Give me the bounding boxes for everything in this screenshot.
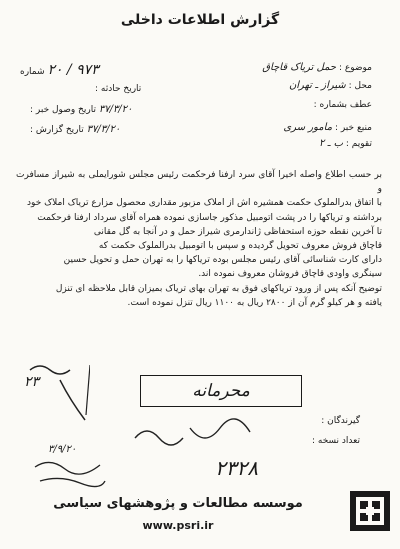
margin-signature	[30, 455, 110, 491]
subject-label: موضوع :	[338, 63, 372, 73]
number-label: شماره	[20, 67, 45, 77]
body-line: تا آخرین نقطه حوزه استحفاظی ژاندارمری شیراز حمل و در آنجا به گل مقانی	[93, 226, 382, 237]
institute-name: موسسه مطالعات و پژوهشهای سیاسی	[53, 496, 303, 511]
number-value: ۹۷۳ / ۲۰	[47, 62, 99, 78]
copy-count-label: تعداد نسخه :	[311, 436, 360, 446]
place-value: شیراز ـ تهران	[288, 80, 346, 91]
margin-number: ۲۳	[24, 374, 40, 390]
report-title: گزارش اطلاعات داخلی	[120, 12, 280, 28]
assessment-value: ب ـ ۲	[318, 138, 344, 149]
report-body	[16, 168, 382, 310]
subject-value: حمل تریاک قاچاق	[262, 62, 337, 73]
received-date-label: تاریخ وصول خبر :	[30, 105, 96, 115]
body-line: بر حسب اطلاع واصله اخیرا آقای سرد ارفنا فرحکمت رئیس مجلس شورایملی به شیراز مسافرت و	[16, 170, 382, 195]
subject-field	[262, 62, 372, 73]
institute-logo-icon	[350, 491, 390, 531]
body-line: قاچاق فروش معروف تحویل گردیده و سپس با اتومبیل بدرالملوک حکمت که	[98, 241, 382, 252]
number-field	[20, 62, 99, 78]
body-line: دارای کارت شناسائی آقای رئیس مجلس بوده تریاکها را به تهران حمل و تحویل حسین	[63, 255, 382, 266]
received-date-value: ۳۷/۳/۲۰	[98, 104, 133, 115]
assessment-field	[319, 138, 372, 149]
margin-scribble	[20, 360, 90, 430]
body-line: یافته و هر کیلو گرم آن از ۲۸۰۰ ریال به ۱۱۰۰ ریال تنزل نموده است.	[127, 297, 382, 308]
place-field	[289, 80, 372, 91]
source-field	[283, 122, 372, 133]
institute-url[interactable]: www.psri.ir	[142, 519, 214, 532]
body-line: سینگری واودی قاچاق فروشان معروف نموده اند.	[198, 269, 382, 280]
assessment-label: تقویم :	[345, 139, 372, 149]
body-line: توضیح آنکه پس از ورود تریاکهای فوق به تهران بهای تریاک بمیزان قابل ملاحظه ای تنزل	[55, 283, 382, 294]
attached-field	[314, 100, 372, 110]
place-label: محل :	[348, 81, 372, 91]
recipients-field	[321, 416, 360, 426]
signature-scribble	[130, 418, 260, 454]
source-value: مامور سری	[283, 122, 333, 133]
incident-date-label: تاریخ حادثه :	[95, 84, 142, 94]
reference-number: ۲۳۲۸	[215, 456, 258, 480]
margin-date: ۳/۹/۲۰	[48, 444, 77, 455]
attached-label: عطف بشماره :	[313, 100, 372, 110]
received-date-field	[30, 104, 132, 115]
recipients-label: گیرندگان :	[321, 416, 360, 426]
report-date-value: ۳۷/۳/۲۰	[86, 124, 121, 135]
confidential-stamp: محرمانه	[140, 375, 302, 407]
body-line: با اتفاق بدرالملوک حکمت همشیره اش از املاک مزبور مقداری محصول مزارع تریاک املاک خود	[27, 198, 382, 209]
incident-date-field	[95, 84, 141, 94]
copy-count-field	[312, 436, 360, 446]
body-line: برداشته و تریاکها را در پشت اتومبیل مذکور جاسازی نموده همراه آقای سرداد ارفنا فرحکمت	[37, 212, 382, 223]
source-label: منبع خبر :	[334, 123, 372, 133]
report-date-label: تاریخ گزارش :	[30, 125, 84, 135]
report-date-field	[30, 124, 120, 135]
